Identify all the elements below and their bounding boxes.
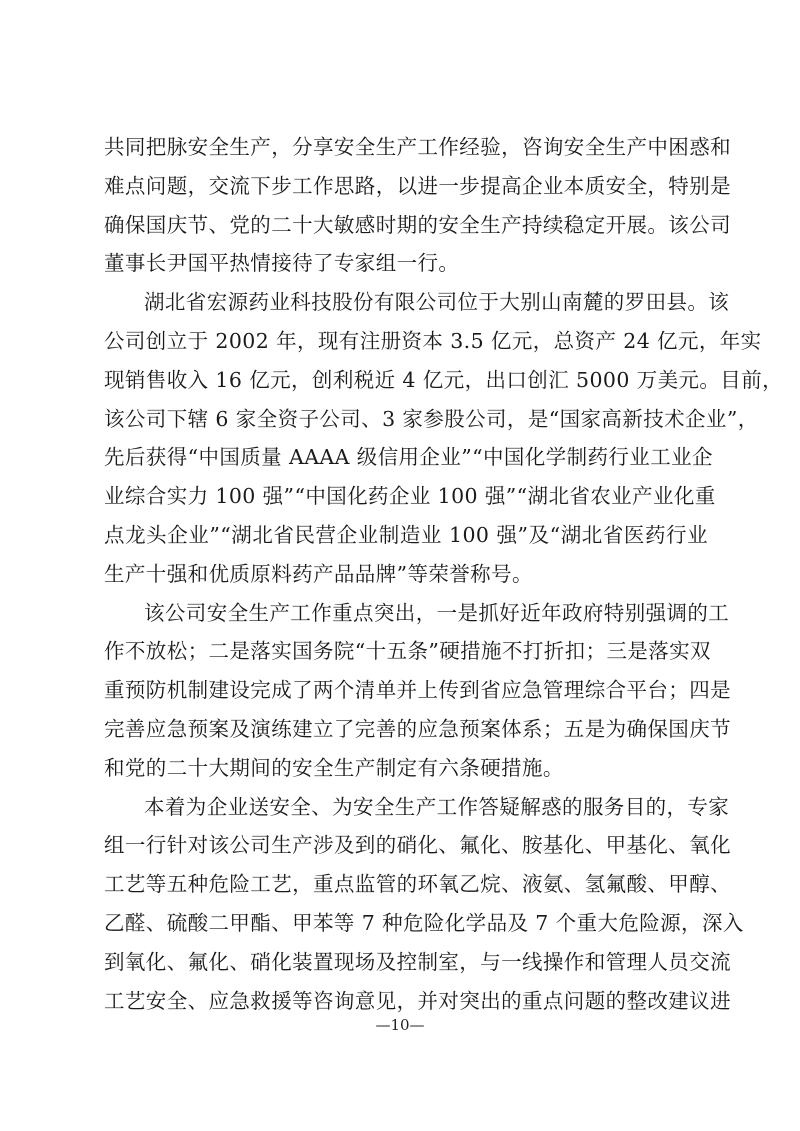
paragraph-safety-highlights: [104, 594, 731, 788]
text-line: 湖北省宏源药业科技股份有限公司位于大别山南麓的罗田县。该: [144, 290, 730, 315]
text-line: 董事长尹国平热情接待了专家组一行。: [104, 251, 460, 276]
text-line: 点龙头企业”“湖北省民营企业制造业 100 强”及“湖北省医药行业: [104, 522, 708, 547]
text-line: 重预防机制建设完成了两个清单并上传到省应急管理综合平台；四是: [104, 678, 731, 703]
text-line: 组一行针对该公司生产涉及到的硝化、氟化、胺基化、甲基化、氧化: [104, 833, 731, 858]
text-line: 确保国庆节、党的二十大敏感时期的安全生产持续稳定开展。该公司: [104, 212, 731, 237]
text-line: 先后获得“中国质量 AAAA 级信用企业”“中国化学制药行业工业企: [104, 445, 713, 470]
text-line: 作不放松；二是落实国务院“十五条”硬措施不打折扣；三是落实双: [104, 639, 711, 664]
text-line: 生产十强和优质原料药产品品牌”等荣誉称号。: [104, 561, 533, 586]
text-line: 该公司安全生产工作重点突出，一是抓好近年政府特别强调的工: [144, 600, 730, 625]
paragraph-company-intro: [104, 283, 783, 593]
paragraph-continuation: [104, 128, 731, 283]
text-line: 现销售收入 16 亿元，创利税近 4 亿元，出口创汇 5000 万美元。目前，: [104, 367, 783, 392]
text-line: 业综合实力 100 强”“中国化药企业 100 强”“湖北省农业产业化重: [104, 484, 716, 509]
text-line: 公司创立于 2002 年，现有注册资本 3.5 亿元，总资产 24 亿元，年实: [104, 328, 762, 353]
text-line: 到氧化、氟化、硝化装置现场及控制室，与一线操作和管理人员交流: [104, 949, 731, 974]
text-line: 乙醛、硫酸二甲酯、甲苯等 7 种危险化学品及 7 个重大危险源，深入: [104, 910, 744, 935]
paragraph-expert-service: [104, 788, 744, 1021]
text-line: 和党的二十大期间的安全生产制定有六条硬措施。: [104, 755, 564, 780]
text-line: 工艺安全、应急救援等咨询意见，并对突出的重点问题的整改建议进: [104, 988, 731, 1013]
text-line: 本着为企业送安全、为安全生产工作答疑解惑的服务目的，专家: [144, 794, 730, 819]
text-line: 完善应急预案及演练建立了完善的应急预案体系；五是为确保国庆节: [104, 716, 731, 741]
text-line: 难点问题，交流下步工作思路，以进一步提高企业本质安全，特别是: [104, 173, 731, 198]
page-number: —10—: [375, 1016, 425, 1034]
text-line: 工艺等五种危险工艺，重点监管的环氧乙烷、液氨、氢氟酸、甲醇、: [104, 872, 731, 897]
text-line: 该公司下辖 6 家全资子公司、3 家参股公司，是“国家高新技术企业”，: [104, 406, 759, 431]
text-line: 共同把脉安全生产，分享安全生产工作经验，咨询安全生产中困惑和: [104, 135, 731, 159]
document-body: [104, 128, 783, 1020]
